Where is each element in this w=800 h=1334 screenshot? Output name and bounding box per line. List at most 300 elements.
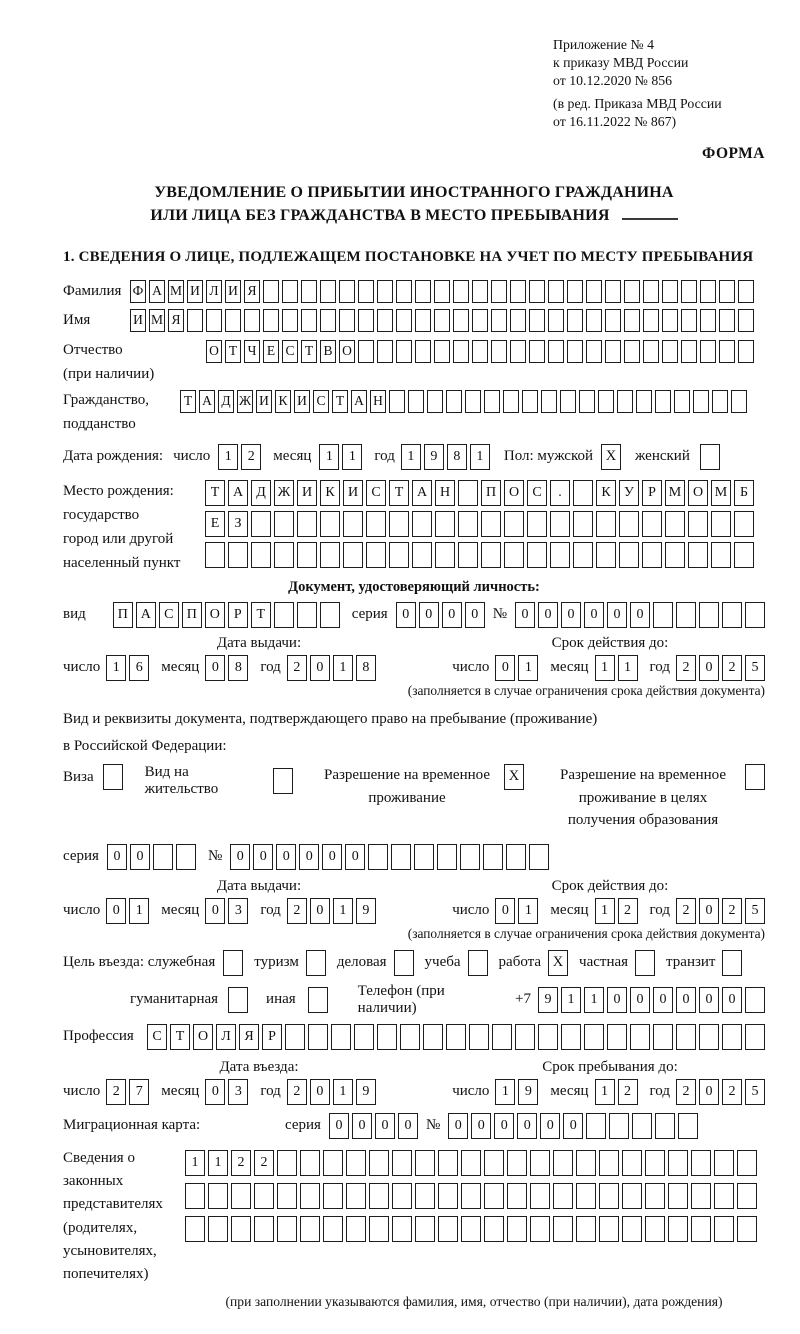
char-cell[interactable]: 6: [129, 655, 149, 681]
char-cell[interactable]: 0: [722, 987, 742, 1013]
char-cell[interactable]: И: [187, 280, 203, 303]
char-cell[interactable]: О: [193, 1024, 213, 1050]
char-cell[interactable]: [263, 309, 279, 332]
char-cell[interactable]: [700, 309, 716, 332]
char-cell[interactable]: А: [136, 602, 156, 628]
char-cell[interactable]: [465, 390, 481, 413]
char-cell[interactable]: 0: [653, 987, 673, 1013]
visa-checkbox[interactable]: [103, 764, 123, 790]
char-cell[interactable]: 1: [470, 444, 490, 470]
char-cell[interactable]: 0: [471, 1113, 491, 1139]
char-cell[interactable]: 0: [517, 1113, 537, 1139]
char-cell[interactable]: [738, 280, 754, 303]
char-cell[interactable]: Л: [206, 280, 222, 303]
char-cell[interactable]: 1: [185, 1150, 205, 1176]
char-cell[interactable]: [598, 390, 614, 413]
char-cell[interactable]: И: [343, 480, 363, 506]
char-cell[interactable]: О: [688, 480, 708, 506]
char-cell[interactable]: 0: [584, 602, 604, 628]
char-cell[interactable]: 0: [398, 1113, 418, 1139]
char-cell[interactable]: [491, 340, 507, 363]
char-cell[interactable]: [389, 390, 405, 413]
char-cell[interactable]: [438, 1216, 458, 1242]
char-cell[interactable]: 1: [518, 898, 538, 924]
char-cell[interactable]: [460, 844, 480, 870]
char-cell[interactable]: [300, 1216, 320, 1242]
char-cell[interactable]: [605, 280, 621, 303]
char-cell[interactable]: [208, 1183, 228, 1209]
char-cell[interactable]: О: [339, 340, 355, 363]
char-cell[interactable]: [668, 1183, 688, 1209]
char-cell[interactable]: 0: [540, 1113, 560, 1139]
char-cell[interactable]: [688, 542, 708, 568]
char-cell[interactable]: [678, 1113, 698, 1139]
char-cell[interactable]: [731, 390, 747, 413]
char-cell[interactable]: [225, 309, 241, 332]
sex-male-checkbox[interactable]: X: [601, 444, 621, 470]
char-cell[interactable]: [737, 1183, 757, 1209]
char-cell[interactable]: [472, 340, 488, 363]
char-cell[interactable]: [576, 1183, 596, 1209]
char-cell[interactable]: Д: [251, 480, 271, 506]
char-cell[interactable]: [231, 1183, 251, 1209]
char-cell[interactable]: [434, 280, 450, 303]
char-cell[interactable]: [491, 309, 507, 332]
char-cell[interactable]: 0: [630, 987, 650, 1013]
char-cell[interactable]: .: [550, 480, 570, 506]
char-cell[interactable]: [586, 340, 602, 363]
char-cell[interactable]: [745, 1024, 765, 1050]
char-cell[interactable]: И: [130, 309, 146, 332]
char-cell[interactable]: 0: [375, 1113, 395, 1139]
char-cell[interactable]: 2: [287, 1079, 307, 1105]
char-cell[interactable]: 3: [228, 898, 248, 924]
char-cell[interactable]: Р: [262, 1024, 282, 1050]
char-cell[interactable]: [548, 280, 564, 303]
char-cell[interactable]: [346, 1216, 366, 1242]
char-cell[interactable]: М: [665, 480, 685, 506]
char-cell[interactable]: З: [228, 511, 248, 537]
char-cell[interactable]: 0: [607, 602, 627, 628]
char-cell[interactable]: [737, 1216, 757, 1242]
char-cell[interactable]: 1: [561, 987, 581, 1013]
char-cell[interactable]: 2: [618, 1079, 638, 1105]
char-cell[interactable]: [491, 280, 507, 303]
char-cell[interactable]: [254, 1183, 274, 1209]
char-cell[interactable]: [320, 542, 340, 568]
char-cell[interactable]: М: [168, 280, 184, 303]
char-cell[interactable]: [719, 280, 735, 303]
char-cell[interactable]: 1: [401, 444, 421, 470]
char-cell[interactable]: [396, 340, 412, 363]
sex-female-checkbox[interactable]: [700, 444, 720, 470]
char-cell[interactable]: 5: [745, 1079, 765, 1105]
char-cell[interactable]: [297, 511, 317, 537]
char-cell[interactable]: [469, 1024, 489, 1050]
char-cell[interactable]: Н: [370, 390, 386, 413]
char-cell[interactable]: Т: [180, 390, 196, 413]
char-cell[interactable]: [553, 1183, 573, 1209]
char-cell[interactable]: [573, 542, 593, 568]
char-cell[interactable]: [282, 309, 298, 332]
char-cell[interactable]: 1: [584, 987, 604, 1013]
char-cell[interactable]: [412, 542, 432, 568]
char-cell[interactable]: [453, 309, 469, 332]
char-cell[interactable]: [263, 280, 279, 303]
char-cell[interactable]: 0: [495, 655, 515, 681]
char-cell[interactable]: [579, 390, 595, 413]
char-cell[interactable]: [586, 309, 602, 332]
char-cell[interactable]: [662, 280, 678, 303]
char-cell[interactable]: О: [504, 480, 524, 506]
char-cell[interactable]: М: [711, 480, 731, 506]
char-cell[interactable]: Б: [734, 480, 754, 506]
char-cell[interactable]: [301, 309, 317, 332]
char-cell[interactable]: [645, 1216, 665, 1242]
char-cell[interactable]: [435, 542, 455, 568]
char-cell[interactable]: 0: [329, 1113, 349, 1139]
char-cell[interactable]: [691, 1183, 711, 1209]
char-cell[interactable]: Т: [251, 602, 271, 628]
char-cell[interactable]: П: [113, 602, 133, 628]
char-cell[interactable]: [481, 511, 501, 537]
char-cell[interactable]: [453, 280, 469, 303]
char-cell[interactable]: 0: [205, 1079, 225, 1105]
char-cell[interactable]: [541, 390, 557, 413]
char-cell[interactable]: [712, 390, 728, 413]
char-cell[interactable]: [711, 511, 731, 537]
char-cell[interactable]: [567, 309, 583, 332]
char-cell[interactable]: А: [199, 390, 215, 413]
char-cell[interactable]: И: [297, 480, 317, 506]
purpose-tourism-checkbox[interactable]: [306, 950, 326, 976]
char-cell[interactable]: [301, 280, 317, 303]
char-cell[interactable]: [274, 542, 294, 568]
char-cell[interactable]: [391, 844, 411, 870]
char-cell[interactable]: 0: [130, 844, 150, 870]
char-cell[interactable]: Ж: [237, 390, 253, 413]
char-cell[interactable]: [377, 309, 393, 332]
char-cell[interactable]: [645, 1183, 665, 1209]
char-cell[interactable]: [722, 602, 742, 628]
char-cell[interactable]: [662, 340, 678, 363]
char-cell[interactable]: [642, 511, 662, 537]
char-cell[interactable]: 0: [205, 898, 225, 924]
char-cell[interactable]: [377, 280, 393, 303]
char-cell[interactable]: [630, 1024, 650, 1050]
char-cell[interactable]: 1: [333, 655, 353, 681]
char-cell[interactable]: 9: [356, 898, 376, 924]
char-cell[interactable]: С: [366, 480, 386, 506]
char-cell[interactable]: [300, 1183, 320, 1209]
char-cell[interactable]: [617, 390, 633, 413]
char-cell[interactable]: [745, 602, 765, 628]
char-cell[interactable]: [434, 340, 450, 363]
char-cell[interactable]: [530, 1216, 550, 1242]
char-cell[interactable]: [427, 390, 443, 413]
char-cell[interactable]: 0: [352, 1113, 372, 1139]
char-cell[interactable]: Т: [301, 340, 317, 363]
char-cell[interactable]: [461, 1183, 481, 1209]
char-cell[interactable]: [586, 280, 602, 303]
char-cell[interactable]: П: [481, 480, 501, 506]
char-cell[interactable]: И: [256, 390, 272, 413]
char-cell[interactable]: [392, 1216, 412, 1242]
char-cell[interactable]: [691, 1216, 711, 1242]
char-cell[interactable]: [458, 511, 478, 537]
char-cell[interactable]: Т: [225, 340, 241, 363]
char-cell[interactable]: [458, 542, 478, 568]
char-cell[interactable]: 0: [448, 1113, 468, 1139]
char-cell[interactable]: [437, 844, 457, 870]
char-cell[interactable]: [622, 1183, 642, 1209]
char-cell[interactable]: [522, 390, 538, 413]
char-cell[interactable]: 0: [276, 844, 296, 870]
char-cell[interactable]: [187, 309, 203, 332]
char-cell[interactable]: 5: [745, 655, 765, 681]
char-cell[interactable]: [297, 542, 317, 568]
char-cell[interactable]: [676, 602, 696, 628]
char-cell[interactable]: И: [294, 390, 310, 413]
char-cell[interactable]: [527, 542, 547, 568]
char-cell[interactable]: [734, 511, 754, 537]
char-cell[interactable]: [548, 309, 564, 332]
char-cell[interactable]: А: [412, 480, 432, 506]
char-cell[interactable]: 8: [356, 655, 376, 681]
char-cell[interactable]: 1: [319, 444, 339, 470]
char-cell[interactable]: [458, 480, 478, 506]
char-cell[interactable]: [484, 390, 500, 413]
char-cell[interactable]: [414, 844, 434, 870]
char-cell[interactable]: А: [351, 390, 367, 413]
char-cell[interactable]: С: [313, 390, 329, 413]
char-cell[interactable]: [655, 390, 671, 413]
char-cell[interactable]: 9: [538, 987, 558, 1013]
char-cell[interactable]: [527, 511, 547, 537]
char-cell[interactable]: [206, 309, 222, 332]
char-cell[interactable]: [674, 390, 690, 413]
char-cell[interactable]: 1: [342, 444, 362, 470]
char-cell[interactable]: 0: [494, 1113, 514, 1139]
char-cell[interactable]: [274, 602, 294, 628]
char-cell[interactable]: [550, 542, 570, 568]
char-cell[interactable]: [584, 1024, 604, 1050]
char-cell[interactable]: [676, 1024, 696, 1050]
char-cell[interactable]: [605, 309, 621, 332]
char-cell[interactable]: [624, 340, 640, 363]
char-cell[interactable]: [320, 309, 336, 332]
char-cell[interactable]: [228, 542, 248, 568]
char-cell[interactable]: [699, 602, 719, 628]
char-cell[interactable]: 2: [254, 1150, 274, 1176]
char-cell[interactable]: [599, 1216, 619, 1242]
char-cell[interactable]: [643, 280, 659, 303]
char-cell[interactable]: 2: [618, 898, 638, 924]
char-cell[interactable]: [231, 1216, 251, 1242]
char-cell[interactable]: М: [149, 309, 165, 332]
char-cell[interactable]: [320, 280, 336, 303]
char-cell[interactable]: 0: [630, 602, 650, 628]
char-cell[interactable]: [244, 309, 260, 332]
char-cell[interactable]: [576, 1216, 596, 1242]
char-cell[interactable]: К: [275, 390, 291, 413]
char-cell[interactable]: [624, 280, 640, 303]
char-cell[interactable]: 2: [676, 655, 696, 681]
char-cell[interactable]: 0: [299, 844, 319, 870]
char-cell[interactable]: 0: [322, 844, 342, 870]
char-cell[interactable]: С: [147, 1024, 167, 1050]
char-cell[interactable]: [415, 1216, 435, 1242]
char-cell[interactable]: 1: [595, 655, 615, 681]
char-cell[interactable]: [515, 1024, 535, 1050]
char-cell[interactable]: [607, 1024, 627, 1050]
char-cell[interactable]: [435, 511, 455, 537]
char-cell[interactable]: Л: [216, 1024, 236, 1050]
char-cell[interactable]: 2: [231, 1150, 251, 1176]
char-cell[interactable]: [507, 1183, 527, 1209]
char-cell[interactable]: 1: [333, 898, 353, 924]
char-cell[interactable]: [354, 1024, 374, 1050]
char-cell[interactable]: 0: [699, 1079, 719, 1105]
char-cell[interactable]: А: [149, 280, 165, 303]
purpose-business-checkbox[interactable]: [223, 950, 243, 976]
char-cell[interactable]: [622, 1216, 642, 1242]
char-cell[interactable]: [699, 1024, 719, 1050]
char-cell[interactable]: [323, 1183, 343, 1209]
char-cell[interactable]: [619, 511, 639, 537]
char-cell[interactable]: [609, 1113, 629, 1139]
char-cell[interactable]: [596, 542, 616, 568]
char-cell[interactable]: [567, 280, 583, 303]
char-cell[interactable]: [415, 280, 431, 303]
char-cell[interactable]: [297, 602, 317, 628]
char-cell[interactable]: 2: [106, 1079, 126, 1105]
char-cell[interactable]: [550, 511, 570, 537]
char-cell[interactable]: [643, 309, 659, 332]
char-cell[interactable]: А: [228, 480, 248, 506]
char-cell[interactable]: 3: [228, 1079, 248, 1105]
char-cell[interactable]: [343, 542, 363, 568]
char-cell[interactable]: [722, 1024, 742, 1050]
char-cell[interactable]: Н: [435, 480, 455, 506]
char-cell[interactable]: Ч: [244, 340, 260, 363]
char-cell[interactable]: [369, 1216, 389, 1242]
char-cell[interactable]: 0: [396, 602, 416, 628]
char-cell[interactable]: [483, 844, 503, 870]
char-cell[interactable]: 0: [515, 602, 535, 628]
char-cell[interactable]: 1: [618, 655, 638, 681]
char-cell[interactable]: [567, 340, 583, 363]
char-cell[interactable]: [665, 542, 685, 568]
char-cell[interactable]: [481, 542, 501, 568]
char-cell[interactable]: 1: [595, 1079, 615, 1105]
char-cell[interactable]: [415, 309, 431, 332]
char-cell[interactable]: [408, 390, 424, 413]
char-cell[interactable]: [412, 511, 432, 537]
purpose-private-checkbox[interactable]: [635, 950, 655, 976]
char-cell[interactable]: 2: [287, 655, 307, 681]
char-cell[interactable]: 8: [228, 655, 248, 681]
char-cell[interactable]: [507, 1216, 527, 1242]
char-cell[interactable]: 9: [518, 1079, 538, 1105]
char-cell[interactable]: [377, 340, 393, 363]
char-cell[interactable]: [586, 1113, 606, 1139]
char-cell[interactable]: [714, 1183, 734, 1209]
char-cell[interactable]: 2: [676, 1079, 696, 1105]
char-cell[interactable]: [396, 309, 412, 332]
char-cell[interactable]: С: [282, 340, 298, 363]
char-cell[interactable]: [700, 340, 716, 363]
char-cell[interactable]: [688, 511, 708, 537]
char-cell[interactable]: 0: [419, 602, 439, 628]
char-cell[interactable]: Ф: [130, 280, 146, 303]
char-cell[interactable]: [619, 542, 639, 568]
char-cell[interactable]: 0: [538, 602, 558, 628]
char-cell[interactable]: [453, 340, 469, 363]
char-cell[interactable]: [446, 1024, 466, 1050]
char-cell[interactable]: 1: [106, 655, 126, 681]
char-cell[interactable]: [368, 844, 388, 870]
purpose-humanitarian-checkbox[interactable]: [228, 987, 248, 1013]
char-cell[interactable]: [745, 987, 765, 1013]
char-cell[interactable]: [389, 542, 409, 568]
purpose-other-checkbox[interactable]: [308, 987, 328, 1013]
char-cell[interactable]: 0: [607, 987, 627, 1013]
char-cell[interactable]: 0: [310, 898, 330, 924]
char-cell[interactable]: [320, 602, 340, 628]
char-cell[interactable]: О: [205, 602, 225, 628]
char-cell[interactable]: [339, 280, 355, 303]
char-cell[interactable]: [711, 542, 731, 568]
char-cell[interactable]: И: [225, 280, 241, 303]
char-cell[interactable]: [308, 1024, 328, 1050]
char-cell[interactable]: [358, 280, 374, 303]
char-cell[interactable]: [251, 511, 271, 537]
char-cell[interactable]: [642, 542, 662, 568]
char-cell[interactable]: [719, 309, 735, 332]
char-cell[interactable]: Я: [168, 309, 184, 332]
char-cell[interactable]: 1: [518, 655, 538, 681]
char-cell[interactable]: [274, 511, 294, 537]
char-cell[interactable]: 1: [333, 1079, 353, 1105]
char-cell[interactable]: [396, 280, 412, 303]
char-cell[interactable]: [719, 340, 735, 363]
char-cell[interactable]: [510, 309, 526, 332]
edu-permit-checkbox[interactable]: [745, 764, 765, 790]
char-cell[interactable]: Т: [205, 480, 225, 506]
char-cell[interactable]: [484, 1183, 504, 1209]
char-cell[interactable]: 1: [208, 1150, 228, 1176]
char-cell[interactable]: [632, 1113, 652, 1139]
char-cell[interactable]: [461, 1216, 481, 1242]
char-cell[interactable]: О: [206, 340, 222, 363]
char-cell[interactable]: [738, 340, 754, 363]
char-cell[interactable]: Ж: [274, 480, 294, 506]
char-cell[interactable]: Е: [263, 340, 279, 363]
char-cell[interactable]: [510, 280, 526, 303]
char-cell[interactable]: [665, 511, 685, 537]
char-cell[interactable]: [510, 340, 526, 363]
char-cell[interactable]: [377, 1024, 397, 1050]
char-cell[interactable]: 0: [345, 844, 365, 870]
char-cell[interactable]: [185, 1216, 205, 1242]
char-cell[interactable]: К: [596, 480, 616, 506]
char-cell[interactable]: [662, 309, 678, 332]
char-cell[interactable]: 1: [129, 898, 149, 924]
char-cell[interactable]: [366, 511, 386, 537]
char-cell[interactable]: [538, 1024, 558, 1050]
char-cell[interactable]: Я: [239, 1024, 259, 1050]
